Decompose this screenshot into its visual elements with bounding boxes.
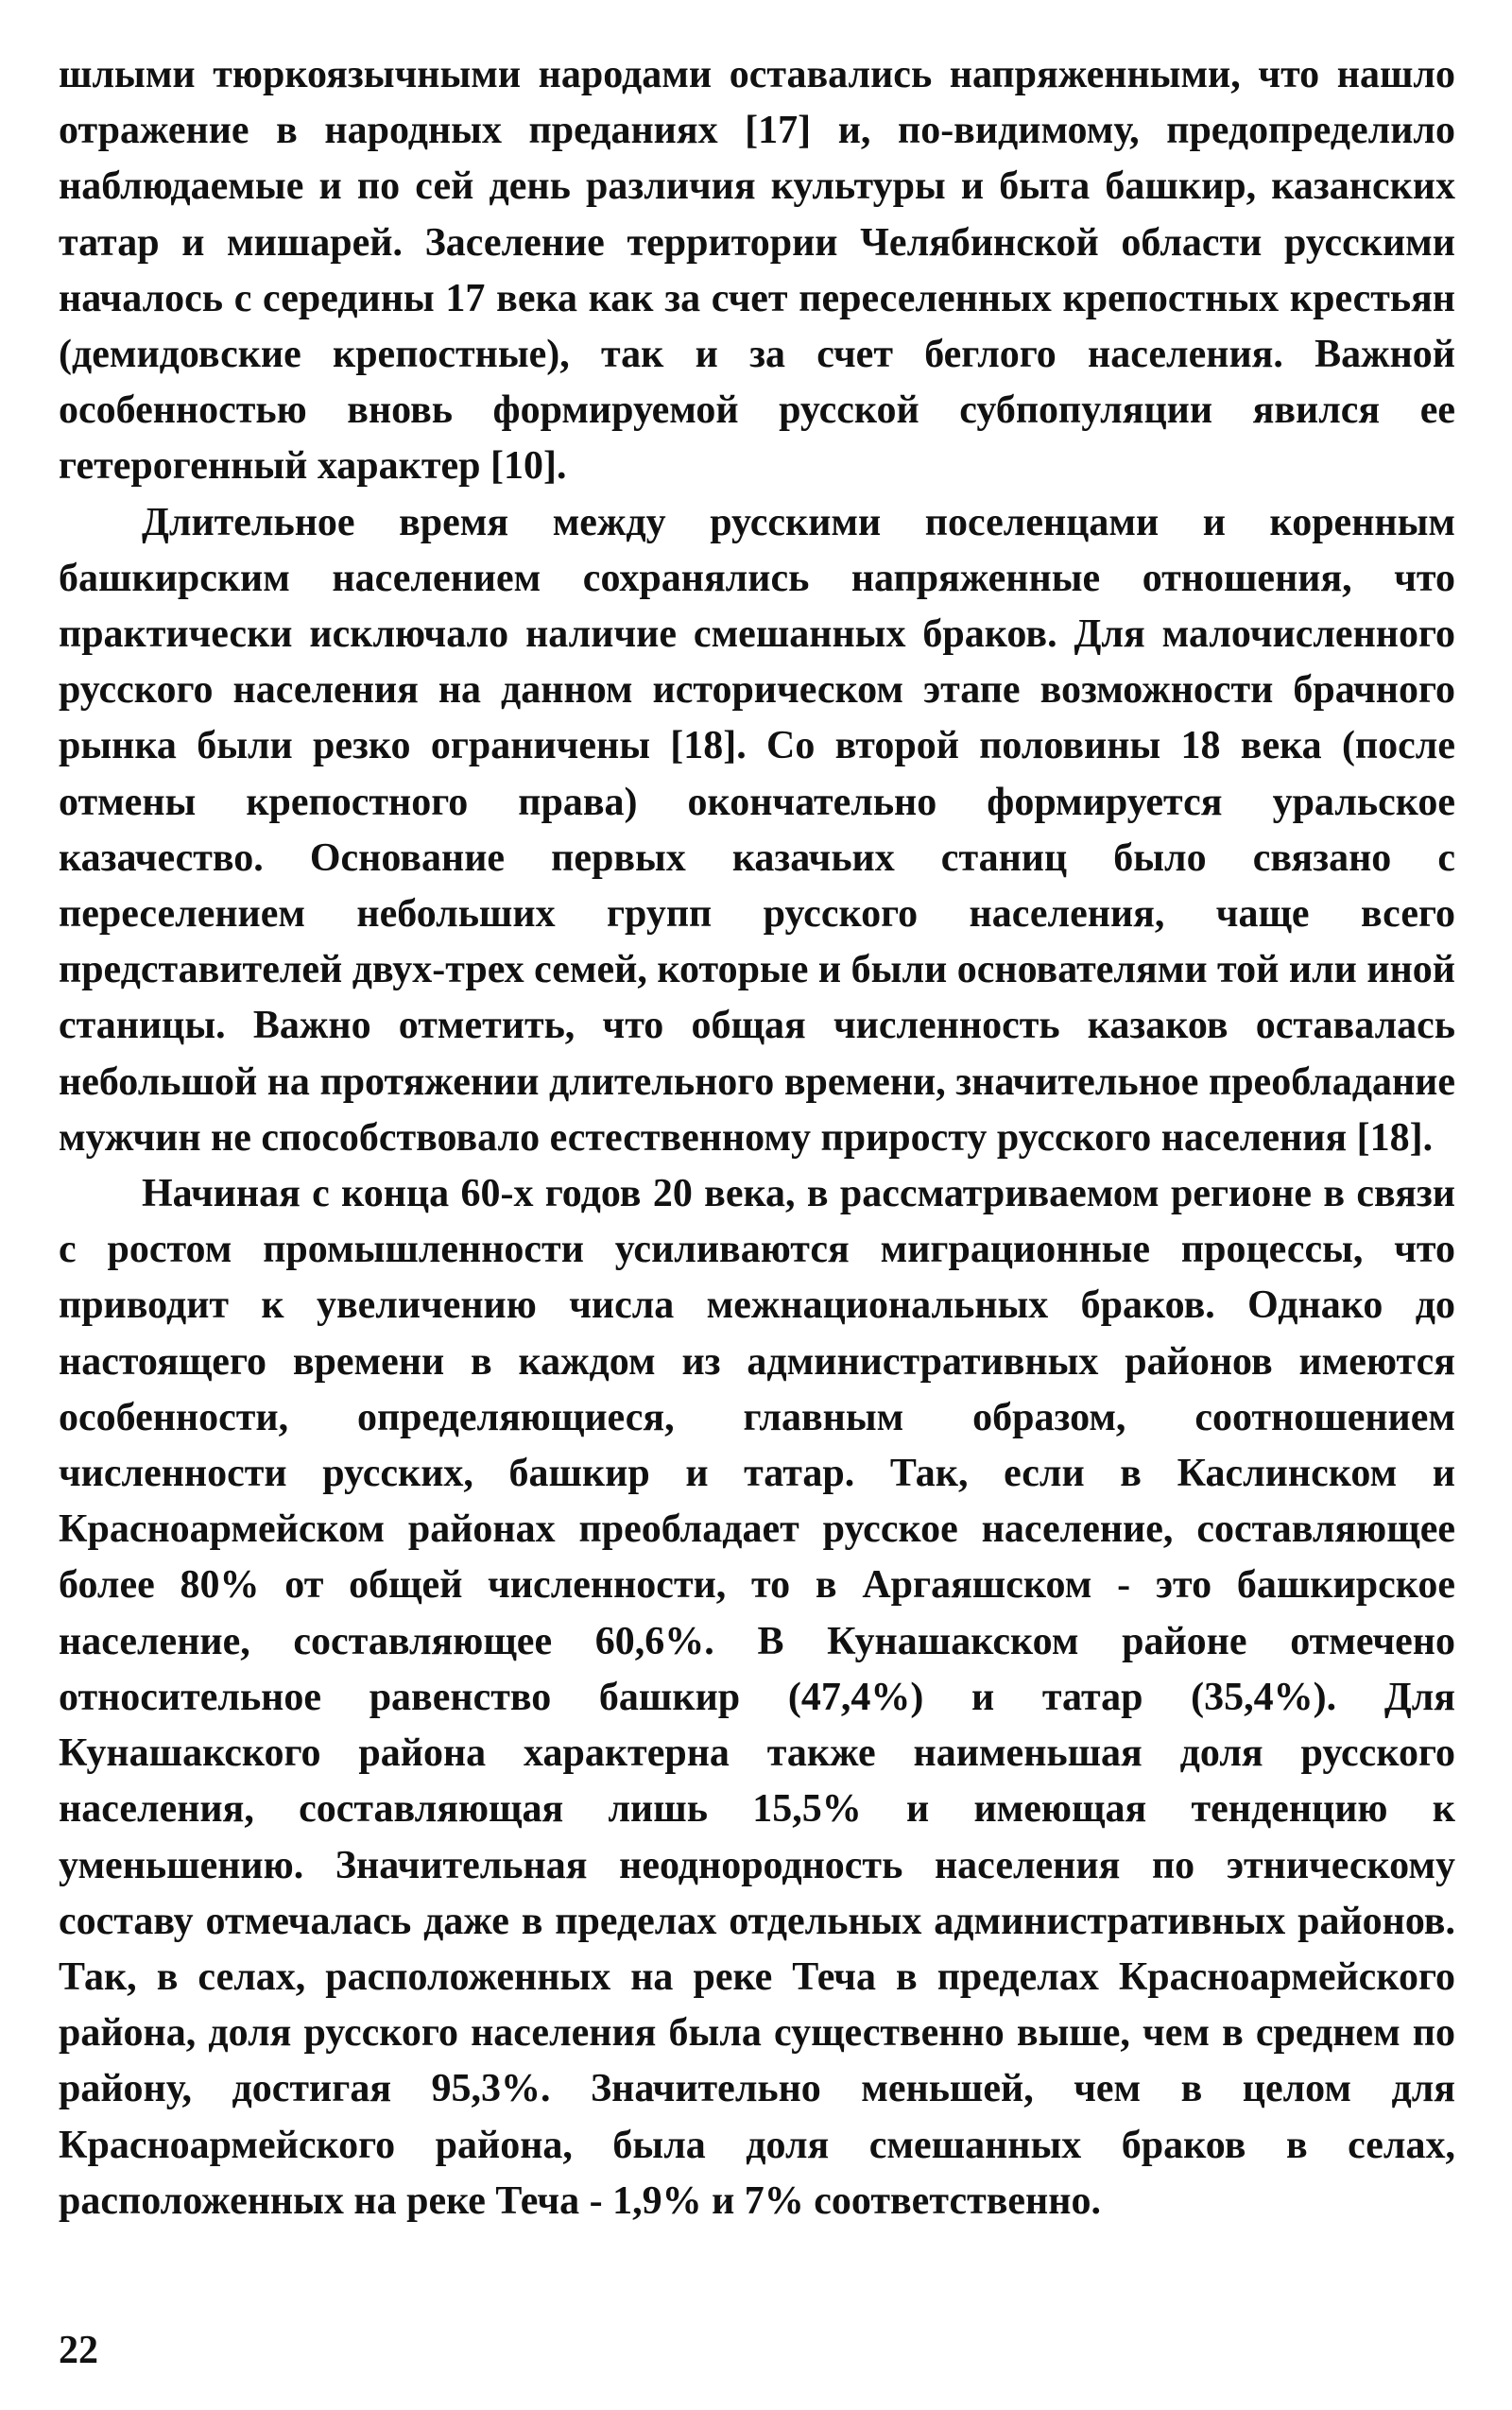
- paragraph-continuation: шлыми тюркоязычными народами оставались напряженными, что нашло отражение в народных преданиях [17] и, по-видимому, предопределило наблюдаемые и по сей день различия культуры и быта башкир, казанских татар и мишарей. Заселение территории Челябинской области русскими началось с середины 17 века как за счет переселенных крепостных крестьян (демидовские крепостные), так и за счет беглого населения. Важной особенностью вновь формируемой русской субпопуляции явился ее гетерогенный характер [10].: [59, 53, 1455, 489]
- page-number: 22: [59, 2329, 98, 2372]
- paragraph-ethnic-composition: Начиная с конца 60-х годов 20 века, в рассматриваемом регионе в связи с ростом промышленности усиливаются миграционные процессы, что приводит к увеличению числа межнациональных браков. Однако до настоящего времени в каждом из административных районов имеются особенности, определяющиеся, главным образом, соотношением численности русских, башкир и татар. Так, если в Каслинском и Красноармейском районах преобладает русское население, составляющее более 80% от общей численности, то в Аргаяшском - это башкирское население, составляющее 60,6%. В Кунашакском районе отмечено относительное равенство башкир (47,4%) и татар (35,4%). Для Кунашакского района характерна также наименьшая доля русского населения, составляющая лишь 15,5% и имеющая тенденцию к уменьшению. Значительная неоднородность населения по этническому составу отмечалась даже в пределах отдельных административных районов. Так, в селах, расположенных на реке Теча в пределах Красноармейского района, доля русского населения была существенно выше, чем в среднем по району, достигая 95,3%. Значительно меньшей, чем в целом для Красноармейского района, была доля смешанных браков в селах, расположенных на реке Теча - 1,9% и 7% соответственно.: [59, 1172, 1455, 2223]
- body-text: [59, 47, 1455, 2229]
- paragraph-colonization-history: Длительное время между русскими поселенцами и коренным башкирским населением сохранялись напряженные отношения, что практически исключало наличие смешанных браков. Для малочисленного русского населения на данном историческом этапе возможности брачного рынка были резко ограничены [18]. Со второй половины 18 века (после отмены крепостного права) окончательно формируется уральское казачество. Основание первых казачьих станиц было связано с переселением небольших групп русского населения, чаще всего представителей двух-трех семей, которые и были основателями той или иной станицы. Важно отметить, что общая численность казаков оставалась небольшой на протяжении длительного времени, значительное преобладание мужчин не способствовало естественному приросту русского населения [18].: [59, 500, 1455, 1160]
